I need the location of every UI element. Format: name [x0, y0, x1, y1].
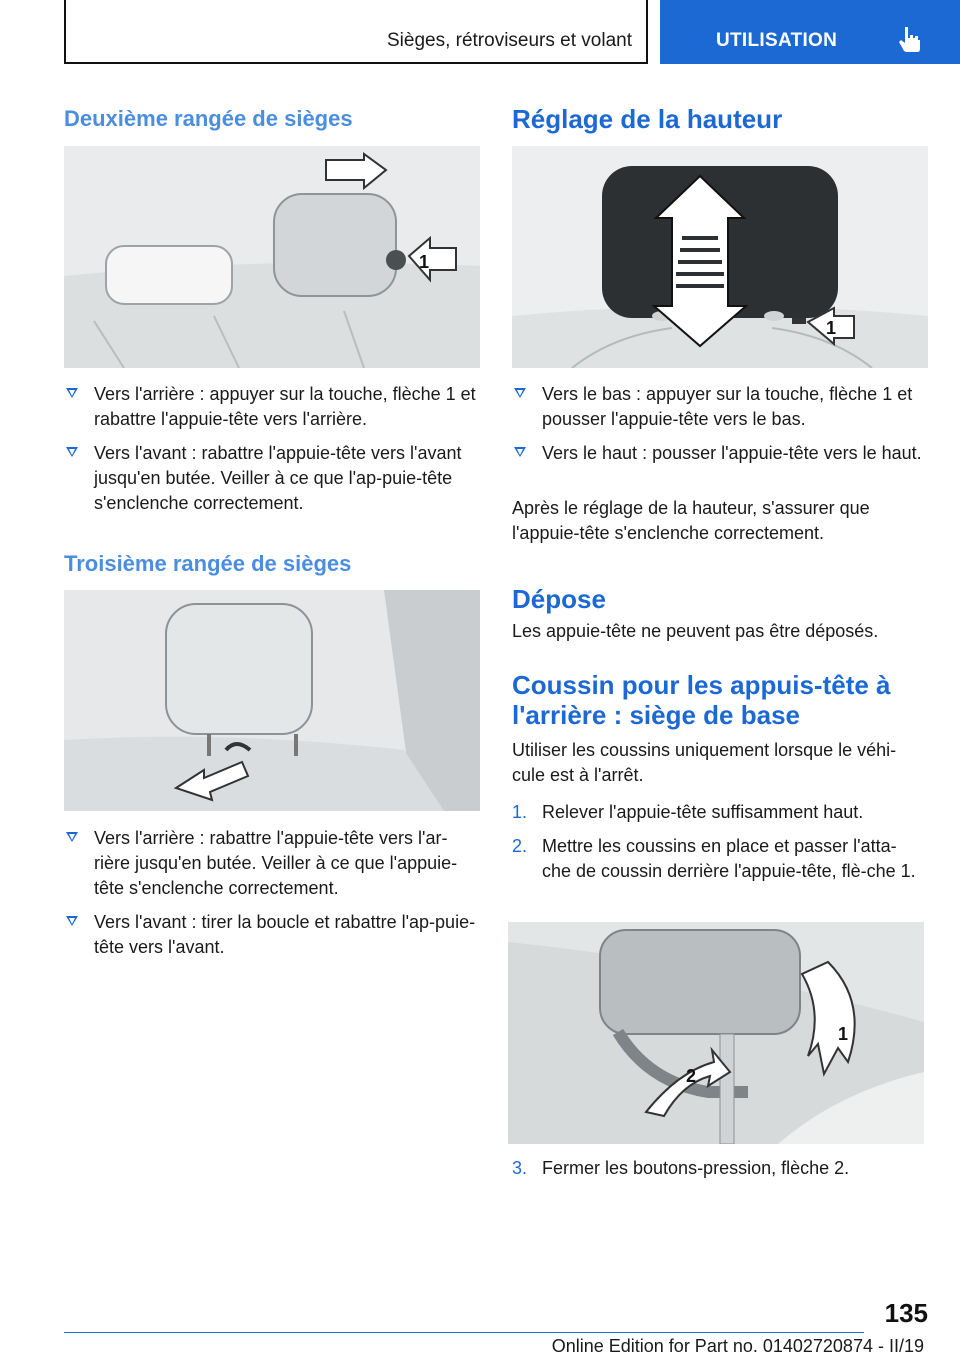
list-item: Vers le bas : appuyer sur la touche, flèche 1 et pousser l'appuie-tête vers le bas. — [512, 382, 924, 432]
figure-third-row-headrest — [64, 590, 480, 811]
figure-callout-1: 1 — [826, 318, 837, 338]
pointing-hand-icon — [894, 24, 924, 54]
figure-callout-1: 1 — [838, 1024, 849, 1044]
list-item: 1. Relever l'appuie-tête suffisamment haut. — [512, 802, 864, 822]
list-item: Vers l'arrière : rabattre l'appuie-tête vers l'ar-rière jusqu'en butée. Veiller à ce que l'appuie-tête s'enclenche correctement. — [64, 826, 480, 901]
removal-text: Les appuie-tête ne peuvent pas être déposés. — [512, 621, 879, 641]
list-item: 2. Mettre les coussins en place et passer l'atta-che de coussin derrière l'appuie-tête, flè-che 1. — [512, 836, 916, 881]
list-item: Vers l'avant : tirer la boucle et rabattre l'ap-puie-tête vers l'avant. — [64, 910, 480, 960]
bullet-triangle-icon — [66, 447, 78, 457]
header-section-box — [64, 0, 648, 64]
chapter-tab[interactable] — [660, 0, 960, 64]
height-adjust-note: Après le réglage de la hauteur, s'assurer que l'appuie-tête s'enclenche correctement. — [512, 498, 870, 543]
list-item: 3. Fermer les boutons-pression, flèche 2. — [512, 1158, 850, 1178]
cushion-intro: Utiliser les coussins uniquement lorsque le véhi-cule est à l'arrêt. — [512, 740, 897, 785]
cushion-steps — [512, 800, 924, 893]
bullet-triangle-icon — [66, 832, 78, 842]
list-item: Vers l'arrière : appuyer sur la touche, flèche 1 et rabattre l'appuie-tête vers l'arrière. — [64, 382, 480, 432]
third-row-instructions — [64, 826, 480, 969]
height-adjust-instructions — [512, 382, 924, 475]
cushion-steps-continued — [512, 1156, 924, 1190]
bullet-triangle-icon — [514, 447, 526, 457]
figure-cushion — [508, 922, 924, 1144]
bullet-triangle-icon — [514, 388, 526, 398]
heading-third-row: Troisième rangée de sièges — [64, 551, 352, 576]
figure-second-row-headrest — [64, 146, 480, 368]
page-number: 135 — [884, 1298, 928, 1328]
footer-edition: Online Edition for Part no. 01402720874 - II/19 — [551, 1336, 924, 1356]
second-row-instructions — [64, 382, 480, 525]
heading-cushion: Coussin pour les appuis-tête à l'arrière : siège de base — [512, 670, 891, 730]
figure-callout-2: 2 — [686, 1066, 697, 1086]
chapter-tab-label: UTILISATION — [716, 30, 838, 51]
figure-height-adjust — [512, 146, 928, 368]
footer-divider — [64, 1332, 864, 1333]
figure-callout-1: 1 — [419, 252, 430, 272]
list-item: Vers le haut : pousser l'appuie-tête vers le haut. — [512, 441, 924, 466]
heading-removal: Dépose — [512, 584, 606, 614]
heading-second-row: Deuxième rangée de sièges — [64, 106, 353, 131]
section-title: Sièges, rétroviseurs et volant — [386, 30, 632, 51]
list-item: Vers l'avant : rabattre l'appuie-tête vers l'avant jusqu'en butée. Veiller à ce que l'ap-puie-tête s'enclenche correctement. — [64, 441, 480, 516]
bullet-triangle-icon — [66, 916, 78, 926]
heading-height-adjust: Réglage de la hauteur — [512, 104, 783, 134]
bullet-triangle-icon — [66, 388, 78, 398]
